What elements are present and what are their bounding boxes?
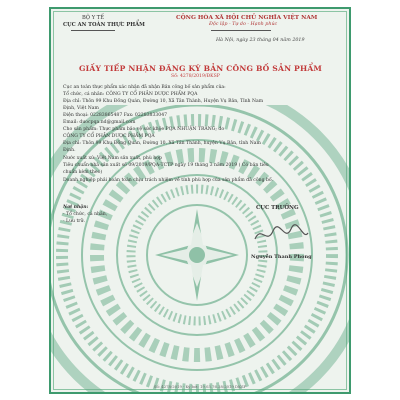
recipients-label: Nơi nhận: <box>63 205 89 210</box>
recipient-item: - Tổ chức, cá nhân, <box>63 212 108 217</box>
signatory-title: CỤC TRƯỞNG <box>256 205 299 211</box>
signatory-name: Nguyễn Thanh Phong <box>251 254 312 260</box>
department-name: CỤC AN TOÀN THỰC PHẨM <box>63 22 145 28</box>
body-line: Địa chỉ: Thôn 99 Khu Đồng Quán, Đường 10, Xã Tân Thành, huyện Vụ Bản, tỉnh Nam <box>63 141 261 146</box>
body-line: Định, Việt Nam <box>63 106 99 111</box>
body-line: Cho sản phẩm: Thực phẩm bảo vệ sức khỏe PQA NHUẬN TRÀNG; do <box>63 127 225 132</box>
body-line: Email: duocpqa.nd@gmail.com <box>63 120 136 125</box>
body-line: Doanh nghiệp phải hoàn toàn chịu trách nhiệm về tính phù hợp của sản phẩm đã công bố. <box>63 178 274 183</box>
motto-underline <box>211 30 271 31</box>
body-line: Định. <box>63 148 76 153</box>
body-line: Địa chỉ: Thôn 99 Khu Đồng Quán, Đường 10, Xã Tân Thành, Huyện Vụ Bản, Tỉnh Nam <box>63 99 264 104</box>
body-line: Tiêu chuẩn nhà sản xuất số 09/2019/PQA-TCTP ngày 19 tháng 3 năm 2019 ( Có bản tiêu <box>63 163 269 168</box>
body-line: Nước xuất xứ: Việt Nam sản xuất, phù hợp <box>63 156 162 161</box>
bronze-drum-watermark <box>49 105 351 394</box>
issue-date: Hà Nội, ngày 23 tháng 04 năm 2019 <box>216 38 305 43</box>
certificate-document <box>49 7 351 394</box>
national-motto: Độc lập - Tự do - Hạnh phúc <box>209 22 278 27</box>
body-line: chuẩn kèm theo) <box>63 170 103 175</box>
document-footer: Số: 4278/2019 - Ký bởi: 19.03.76.28/2019 DKSP <box>153 384 247 389</box>
signature-scribble <box>251 221 311 247</box>
republic-name: CỘNG HÒA XÃ HỘI CHỦ NGHĨA VIỆT NAM <box>176 15 318 21</box>
body-line: CÔNG TY CỔ PHẦN DƯỢC PHẨM PQA <box>63 134 155 139</box>
body-line: Cục an toàn thực phẩm xác nhận đã nhận Bản công bố sản phẩm của: <box>63 85 226 90</box>
department-underline <box>71 30 115 31</box>
recipient-item: - Lưu trữ. <box>63 219 85 224</box>
ministry-name: BỘ Y TẾ <box>82 15 105 21</box>
document-title: GIẤY TIẾP NHẬN ĐĂNG KÝ BẢN CÔNG BỐ SẢN PHẨM <box>79 64 323 73</box>
body-line: Tổ chức, cá nhân: CÔNG TY CỔ PHẦN DƯỢC PHẨM PQA <box>63 92 198 97</box>
body-line: Điện thoại: 02283865487 Fax: 02283833047 <box>63 113 168 118</box>
registration-number: Số: 4278/2019/ĐKSP <box>171 74 220 79</box>
